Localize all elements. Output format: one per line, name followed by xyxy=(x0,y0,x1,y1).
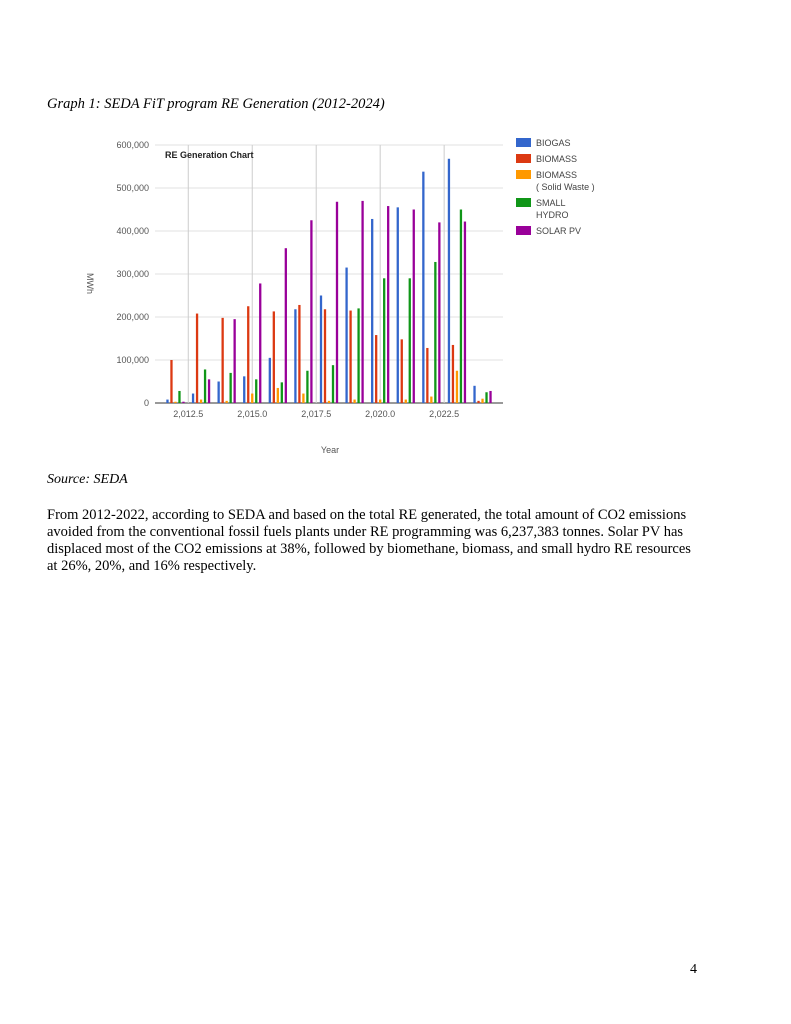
legend-label-biomass_sw: ( Solid Waste ) xyxy=(536,182,595,192)
bar-biogas-2023 xyxy=(448,159,450,403)
body-paragraph: From 2012-2022, according to SEDA and based on the total RE generated, the total amount of CO2 emissions avoided from the conventional fossil fuels plants under RE programming was 6,237,383 tonnes. Solar PV has displaced most of the CO2 emissions at 38%, followed by biomethane, biomass, and small hydro RE resources at 26%, 20%, and 16% respectively. xyxy=(47,507,691,574)
graph-caption: Graph 1: SEDA FiT program RE Generation (2012-2024) xyxy=(47,96,385,112)
bar-hydro-2012 xyxy=(178,391,180,403)
bar-biomass-2022 xyxy=(426,348,428,403)
x-axis-label: Year xyxy=(320,445,340,455)
bar-biogas-2018 xyxy=(320,296,322,404)
bar-hydro-2020 xyxy=(383,278,385,403)
bar-hydro-2024 xyxy=(485,392,487,403)
bar-biomass_sw-2021 xyxy=(405,400,407,403)
bar-biomass-2017 xyxy=(298,305,300,403)
x-tick-label: 2,020.0 xyxy=(365,409,396,419)
bar-solar-2020 xyxy=(387,206,389,403)
bar-biomass-2024 xyxy=(477,401,479,403)
legend-label-biomass: BIOMASS xyxy=(536,154,578,164)
bar-biomass_sw-2018 xyxy=(328,401,330,403)
y-tick-label: 400,000 xyxy=(116,226,149,236)
bar-biogas-2020 xyxy=(371,219,373,403)
bar-biomass-2018 xyxy=(324,309,326,403)
bar-biomass-2014 xyxy=(221,318,223,403)
legend-swatch-biomass_sw xyxy=(516,170,531,179)
bar-hydro-2016 xyxy=(281,382,283,403)
bar-biomass_sw-2017 xyxy=(302,394,304,403)
bar-solar-2024 xyxy=(489,391,491,403)
y-tick-label: 500,000 xyxy=(116,183,149,193)
legend-swatch-hydro xyxy=(516,198,531,207)
y-tick-label: 100,000 xyxy=(116,355,149,365)
bar-hydro-2023 xyxy=(460,210,462,404)
chart-legend xyxy=(516,138,595,236)
bar-biogas-2015 xyxy=(243,376,245,403)
legend-swatch-biogas xyxy=(516,138,531,147)
bar-biomass_sw-2012 xyxy=(174,402,176,403)
bar-hydro-2017 xyxy=(306,371,308,403)
bar-biomass-2012 xyxy=(170,360,172,403)
x-tick-label: 2,022.5 xyxy=(429,409,460,419)
bar-biogas-2022 xyxy=(422,172,424,403)
bar-biomass_sw-2015 xyxy=(251,394,253,403)
bar-solar-2018 xyxy=(336,202,338,403)
bar-hydro-2019 xyxy=(357,308,359,403)
bar-hydro-2021 xyxy=(409,278,411,403)
legend-swatch-biomass xyxy=(516,154,531,163)
bar-biomass-2020 xyxy=(375,335,377,403)
bar-biomass-2013 xyxy=(196,314,198,403)
bar-solar-2013 xyxy=(208,379,210,403)
chart-bars xyxy=(166,159,491,403)
y-tick-label: 0 xyxy=(143,398,149,408)
bar-solar-2023 xyxy=(464,222,466,403)
bar-biomass_sw-2019 xyxy=(353,400,355,403)
bar-biogas-2014 xyxy=(217,382,219,404)
bar-biogas-2019 xyxy=(345,268,347,403)
chart-title: RE Generation Chart xyxy=(165,150,254,160)
y-tick-label: 200,000 xyxy=(116,312,149,322)
bar-hydro-2014 xyxy=(229,373,231,403)
bar-biogas-2017 xyxy=(294,309,296,403)
y-tick-label: 300,000 xyxy=(116,269,149,279)
chart-axes xyxy=(116,140,459,419)
y-tick-label: 600,000 xyxy=(116,140,149,150)
legend-label-hydro: SMALL xyxy=(536,198,566,208)
bar-solar-2016 xyxy=(285,248,287,403)
bar-biogas-2024 xyxy=(473,386,475,403)
re-generation-chart xyxy=(70,130,650,465)
bar-biomass_sw-2020 xyxy=(379,400,381,403)
bar-hydro-2018 xyxy=(332,365,334,403)
legend-label-solar: SOLAR PV xyxy=(536,226,582,236)
bar-biomass-2019 xyxy=(349,311,351,403)
page-number: 4 xyxy=(690,962,697,977)
bar-hydro-2022 xyxy=(434,262,436,403)
bar-biogas-2012 xyxy=(166,400,168,403)
bar-biogas-2013 xyxy=(192,394,194,403)
bar-biomass-2016 xyxy=(273,311,275,403)
bar-hydro-2015 xyxy=(255,379,257,403)
legend-swatch-solar xyxy=(516,226,531,235)
legend-label-biogas: BIOGAS xyxy=(536,138,571,148)
y-axis-label: MWh xyxy=(85,273,95,294)
bar-hydro-2013 xyxy=(204,369,206,403)
bar-biomass_sw-2014 xyxy=(225,401,227,403)
bar-biomass-2015 xyxy=(247,306,249,403)
x-tick-label: 2,012.5 xyxy=(173,409,204,419)
bar-biogas-2021 xyxy=(397,207,399,403)
chart-grid xyxy=(155,145,503,403)
bar-biomass_sw-2022 xyxy=(430,397,432,403)
x-tick-label: 2,017.5 xyxy=(301,409,332,419)
source-note: Source: SEDA xyxy=(47,472,128,487)
bar-biomass_sw-2023 xyxy=(456,371,458,403)
legend-label-biomass_sw: BIOMASS xyxy=(536,170,578,180)
bar-solar-2021 xyxy=(413,210,415,404)
bar-solar-2015 xyxy=(259,283,261,403)
bar-solar-2017 xyxy=(310,220,312,403)
bar-biomass-2021 xyxy=(401,339,403,403)
legend-label-hydro: HYDRO xyxy=(536,210,569,220)
bar-solar-2012 xyxy=(182,402,184,403)
bar-biomass-2023 xyxy=(452,345,454,403)
bar-solar-2014 xyxy=(233,319,235,403)
bar-solar-2022 xyxy=(438,222,440,403)
bar-biomass_sw-2016 xyxy=(277,388,279,403)
x-tick-label: 2,015.0 xyxy=(237,409,268,419)
bar-biogas-2016 xyxy=(269,358,271,403)
bar-solar-2019 xyxy=(361,201,363,403)
bar-biomass_sw-2024 xyxy=(481,399,483,403)
bar-biomass_sw-2013 xyxy=(200,400,202,403)
